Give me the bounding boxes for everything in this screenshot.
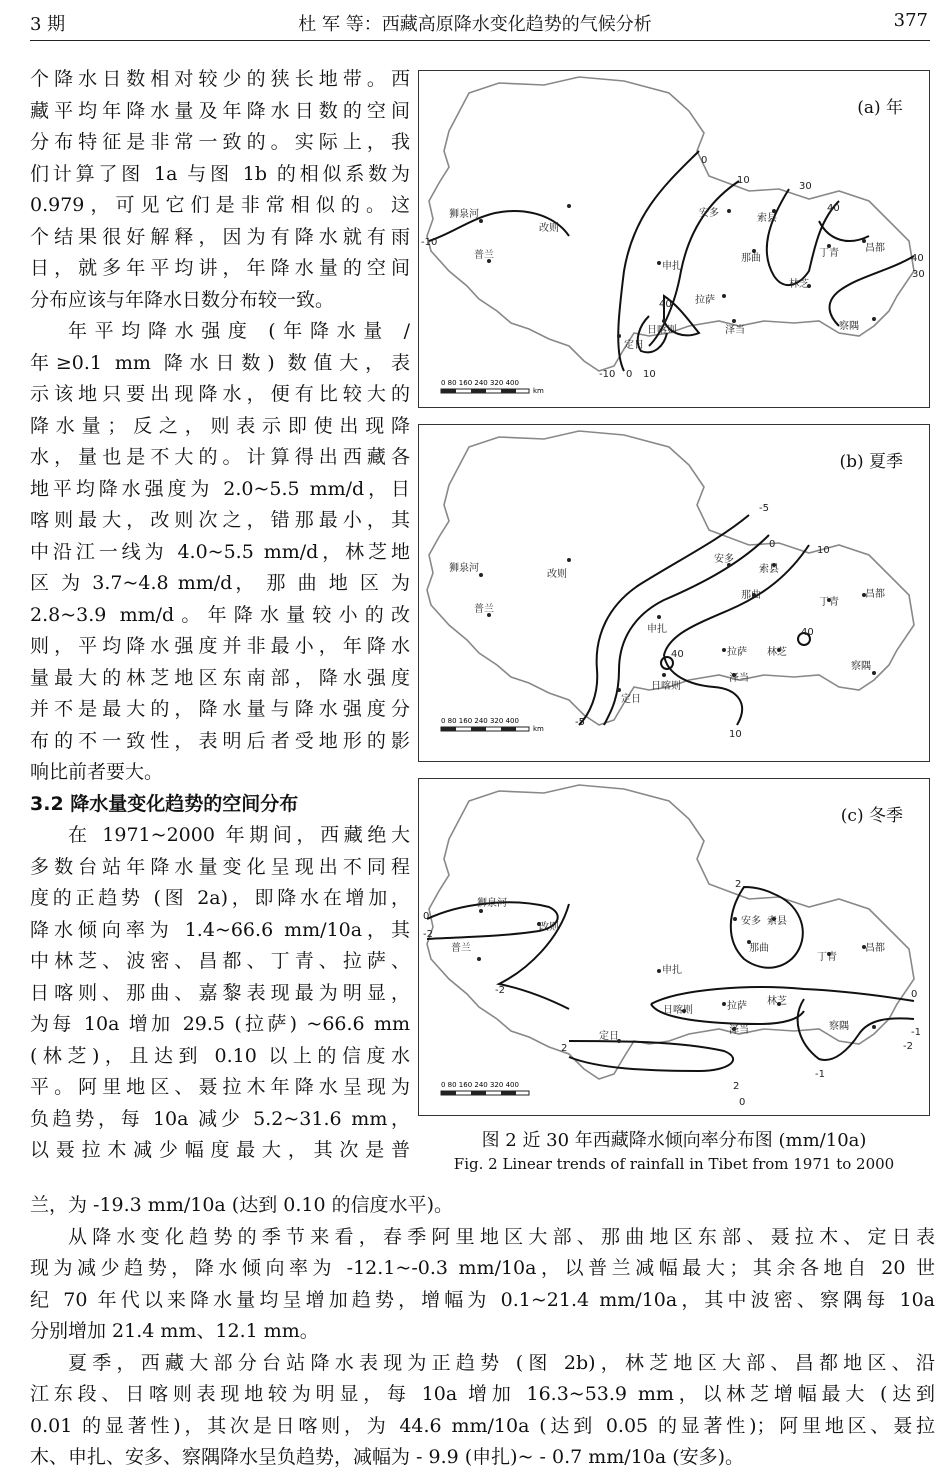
text-line: 多数台站年降水量变化呈现出不同程 <box>30 855 410 878</box>
isoline-label: 0 <box>769 539 776 550</box>
text-line: 木、申扎、安多、察隅降水呈负趋势，减幅为 - 9.9 (申扎)~ - 0.7 mm/10a (安多)。 <box>30 1446 745 1468</box>
place-label: 昌都 <box>865 589 885 600</box>
isoline-label: 40 <box>671 649 684 660</box>
text-line: 示该地只要出现降水，便有比较大的 <box>30 383 410 405</box>
tibet-map-c <box>419 779 929 1115</box>
scale-unit: km <box>533 387 544 395</box>
text-line: 降水量；反之，则表示即使出现降 <box>30 414 410 437</box>
panel-label-b: (b) 夏季 <box>839 452 903 472</box>
isoline-label: -1 <box>815 1069 825 1080</box>
text-line: 年平均降水强度 (年降水量 / <box>68 320 410 342</box>
isoline-label: 40 <box>801 627 814 638</box>
place-label: 泽当 <box>729 673 749 684</box>
text-line: 水，量也是不大的。计算得出西藏各 <box>30 446 410 468</box>
panel-label-c: (c) 冬季 <box>840 806 903 826</box>
place-label: 那曲 <box>749 943 769 954</box>
isoline-label: 10 <box>737 175 750 186</box>
text-line: 们计算了图 1a 与图 1b 的相似系数为 <box>30 162 410 185</box>
place-label: 日喀则 <box>651 681 681 692</box>
place-label: 林芝 <box>767 996 787 1007</box>
place-label: 察隅 <box>829 1021 849 1032</box>
place-label: 拉萨 <box>727 647 747 658</box>
place-label: 狮泉河 <box>449 563 479 574</box>
isoline-label: 2 <box>561 1043 568 1054</box>
place-label: 林芝 <box>789 279 809 290</box>
isoline-label: -10 <box>421 237 438 248</box>
place-label: 安多 <box>714 554 734 565</box>
place-label: 索县 <box>767 916 787 927</box>
scale-bar <box>441 1081 529 1095</box>
place-label: 狮泉河 <box>449 209 479 220</box>
text-line: 个结果很好解释，因为有降水就有雨 <box>30 225 410 248</box>
text-line: 分布应该与年降水日数分布较一致。 <box>30 288 335 311</box>
place-label: 申扎 <box>662 965 682 976</box>
text-line: 现为减少趋势，降水倾向率为 -12.1~-0.3 mm/10a，以普兰减幅最大；其余各地自 20 世 <box>30 1257 935 1279</box>
text-line: 则，平均降水强度并非最小，年降水 <box>30 635 410 657</box>
place-markers <box>449 204 885 351</box>
scale-label: 0 80 160 240 320 400 <box>441 379 519 387</box>
isoline-label: 40 <box>911 253 924 264</box>
isoline-label: 40 <box>659 299 672 310</box>
place-label: 普兰 <box>451 943 471 954</box>
isoline-label: 0 <box>911 989 918 1000</box>
scale-label: 0 80 160 240 320 400 <box>441 717 519 725</box>
place-label: 定日 <box>624 340 644 351</box>
isoline-label: -2 <box>423 929 433 940</box>
place-label: 申扎 <box>647 624 667 635</box>
page-number: 377 <box>893 10 928 31</box>
scale-bar <box>441 379 544 395</box>
isoline-label: 0 <box>626 369 633 380</box>
scale-bar <box>441 717 544 733</box>
place-label: 林芝 <box>767 647 787 658</box>
text-line: 个降水日数相对较少的狭长地带。西 <box>30 68 410 90</box>
text-line: 为每 10a 增加 29.5 (拉萨) ~66.6 mm <box>30 1013 410 1035</box>
place-label: 安多 <box>741 916 761 927</box>
map-panel-b <box>418 424 930 762</box>
isoline-label: -10 <box>599 369 616 380</box>
header-rule <box>30 40 930 41</box>
scale-unit: km <box>533 725 544 733</box>
text-line: 江东段、日喀则表现地较为明显，每 10a 增加 16.3~53.9 mm，以林芝增幅最大 (达到 <box>30 1383 935 1405</box>
place-label: 察隅 <box>851 661 871 672</box>
place-label: 泽当 <box>725 325 745 336</box>
text-line: 量最大的林芝地区东南部，降水强度 <box>30 666 410 689</box>
figure-caption-en: Fig. 2 Linear trends of rainfall in Tibet from 1971 to 2000 <box>453 1155 895 1173</box>
full-width-text <box>30 1190 935 1474</box>
place-label: 申扎 <box>662 261 682 272</box>
text-line: 分布特征是非常一致的。实际上，我 <box>30 131 410 153</box>
panel-label-a: (a) 年 <box>857 98 903 118</box>
text-line: 纪 70 年代以来降水量均呈增加趋势，增幅为 0.1~21.4 mm/10a，其中波密、察隅每 10a <box>30 1288 935 1311</box>
isoline-label: 0 <box>423 911 430 922</box>
text-line: 日喀则、那曲、嘉黎表现最为明显， <box>30 981 410 1004</box>
isoline-label: 10 <box>643 369 656 380</box>
place-label: 泽当 <box>729 1025 749 1036</box>
isoline <box>569 1041 733 1071</box>
tibet-map-a <box>419 71 929 407</box>
place-markers <box>449 552 885 705</box>
isoline <box>731 887 803 968</box>
isoline-label: -5 <box>575 717 585 728</box>
text-line: 年≥0.1 mm 降水日数) 数值大，表 <box>30 351 410 374</box>
issue-number: 3 期 <box>30 14 66 35</box>
isoline <box>819 221 869 241</box>
place-markers <box>451 896 885 1043</box>
isoline-label: -2 <box>903 1041 913 1052</box>
text-line: 喀则最大，改则次之，错那最小，其 <box>30 509 410 531</box>
text-line: 中沿江一线为 4.0~5.5 mm/d，林芝地 <box>30 540 410 563</box>
place-label: 察隅 <box>839 321 859 332</box>
isoline-label: 0 <box>701 155 708 166</box>
map-panel-a <box>418 70 930 408</box>
place-label: 改则 <box>547 569 567 580</box>
place-label: 昌都 <box>865 243 885 254</box>
text-line: 夏季，西藏大部分台站降水表现为正趋势 (图 2b)，林芝地区大部、昌都地区、沿 <box>68 1351 935 1374</box>
isoline <box>499 904 569 1009</box>
text-line: 兰，为 -19.3 mm/10a (达到 0.10 的信度水平)。 <box>30 1194 453 1216</box>
text-line: 中林芝、波密、昌都、丁青、拉萨、 <box>30 950 410 972</box>
text-line: 平。阿里地区、聂拉木年降水呈现为 <box>30 1076 410 1098</box>
text-line: 布的不一致性，表明后者受地形的影 <box>30 729 410 752</box>
running-title: 杜 军 等：西藏高原降水变化趋势的气候分析 <box>298 14 652 35</box>
place-label: 定日 <box>621 694 641 705</box>
isoline <box>579 515 749 725</box>
place-label: 索县 <box>757 213 777 224</box>
isoline-label: 10 <box>817 545 830 556</box>
isoline-label: 2 <box>733 1081 740 1092</box>
place-label: 日喀则 <box>647 325 677 336</box>
place-label: 丁青 <box>817 952 837 963</box>
figure-caption-zh: 图 2 近 30 年西藏降水倾向率分布图 (mm/10a) <box>481 1130 867 1151</box>
place-label: 拉萨 <box>695 295 715 306</box>
isoline-label: 30 <box>912 269 925 280</box>
text-line: 度的正趋势 (图 2a)，即降水在增加， <box>30 887 410 909</box>
place-label: 定日 <box>599 1031 619 1042</box>
place-label: 拉萨 <box>727 1001 747 1012</box>
text-line: 负趋势，每 10a 减少 5.2~31.6 mm， <box>30 1107 410 1130</box>
place-label: 丁青 <box>819 597 839 608</box>
text-line: 降水倾向率为 1.4~66.6 mm/10a，其 <box>30 918 410 941</box>
place-label: 索县 <box>759 564 779 575</box>
isoline <box>664 545 809 725</box>
place-label: 改则 <box>539 223 559 234</box>
tibet-map-b <box>419 425 929 761</box>
place-label: 狮泉河 <box>477 898 507 909</box>
text-line: 响比前者要大。 <box>30 761 164 783</box>
map-panel-c <box>418 778 930 1116</box>
text-line: 2.8~3.9 mm/d。年降水量较小的改 <box>30 603 410 626</box>
place-label: 丁青 <box>819 248 839 259</box>
place-label: 那曲 <box>741 253 761 264</box>
section-heading: 3.2 降水量变化趋势的空间分布 <box>30 792 299 815</box>
text-line: 0.01 的显著性)，其次是日喀则，为 44.6 mm/10a (达到 0.05 的显著性)；阿里地区、聂拉 <box>30 1414 935 1437</box>
text-line: 日，就多年平均讲，年降水量的空间 <box>30 257 410 279</box>
text-line: (林芝)，且达到 0.10 以上的信度水 <box>30 1044 410 1067</box>
text-line: 地平均降水强度为 2.0~5.5 mm/d，日 <box>30 477 410 500</box>
place-label: 日喀则 <box>663 1005 693 1016</box>
text-line: 以聂拉木减少幅度最大，其次是普 <box>30 1139 410 1161</box>
place-label: 改则 <box>539 922 559 933</box>
text-line: 分别增加 21.4 mm、12.1 mm。 <box>30 1320 319 1342</box>
text-line: 并不是最大的，降水量与降水强度分 <box>30 698 410 720</box>
text-line: 区 为 3.7~4.8 mm/d， 那 曲 地 区 为 <box>30 572 410 594</box>
text-line: 在 1971~2000 年期间，西藏绝大 <box>68 824 410 846</box>
place-label: 普兰 <box>474 250 494 261</box>
isoline-label: 0 <box>739 1097 746 1108</box>
text-line: 0.979，可见它们是非常相似的。这 <box>30 194 410 216</box>
isoline-label: 30 <box>799 181 812 192</box>
place-label: 那曲 <box>741 590 761 601</box>
text-line: 藏平均年降水量及年降水日数的空间 <box>30 99 410 122</box>
place-label: 普兰 <box>474 604 494 615</box>
scale-label: 0 80 160 240 320 400 <box>441 1081 519 1089</box>
isoline-label: -2 <box>495 985 505 996</box>
place-label: 安多 <box>699 208 719 219</box>
isoline-label: -5 <box>759 503 769 514</box>
isoline-label: -1 <box>911 1027 921 1038</box>
left-column <box>30 64 410 1167</box>
isoline-label: 10 <box>729 729 742 740</box>
isoline-label: 2 <box>735 879 742 890</box>
place-label: 昌都 <box>865 943 885 954</box>
text-line: 从降水变化趋势的季节来看，春季阿里地区大部、那曲地区东部、聂拉木、定日表 <box>68 1225 935 1248</box>
isoline-label: 40 <box>827 203 840 214</box>
tibet-outline <box>427 785 914 1079</box>
